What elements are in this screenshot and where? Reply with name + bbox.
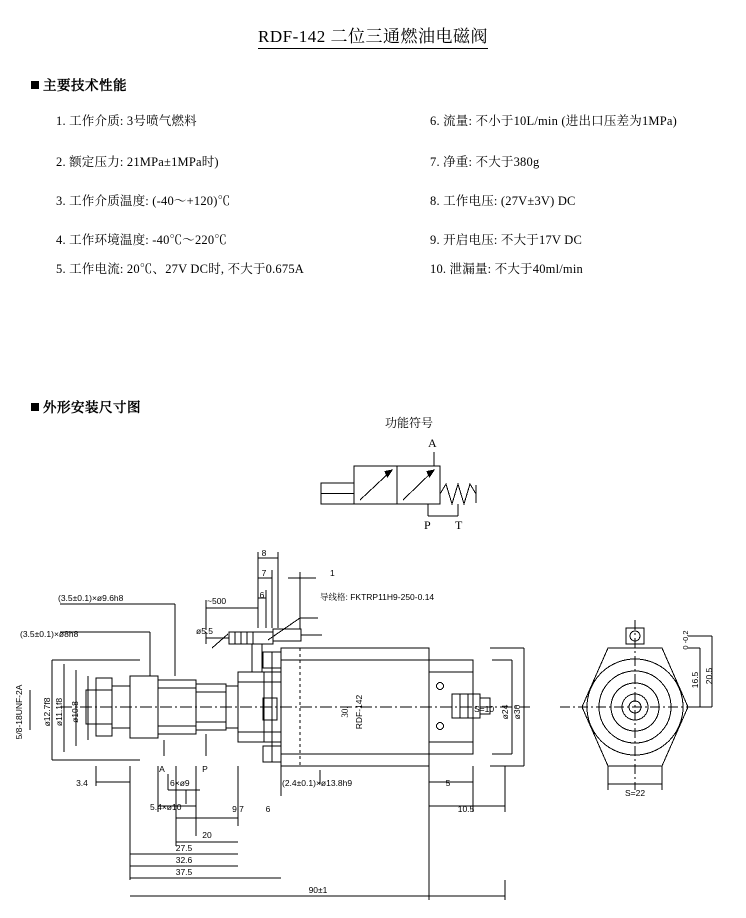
callout-8h8: (3.5±0.1)×ø8h8: [20, 629, 79, 639]
schematic-caption: 功能符号: [385, 416, 434, 430]
dim-3-4: 3.4: [76, 778, 88, 788]
callout-5-4xd10: 5.4×ø10: [150, 802, 182, 812]
dim-7: 7: [261, 568, 267, 578]
callout-9-6h8: (3.5±0.1)×ø9.6h8: [58, 593, 124, 603]
dim-6-top: 6: [259, 590, 265, 600]
dim-6-bottom: 6: [265, 804, 271, 814]
bolt-hole: [437, 723, 444, 730]
wire-note: 导线格: FKTRP11H9-250-0.14: [320, 592, 435, 602]
dim-32-6: 32.6: [175, 855, 193, 865]
dim-heading-text: 外形安装尺寸图: [43, 400, 141, 415]
body-text-2: RDF-142: [354, 694, 364, 730]
body-text-1: 30.: [340, 706, 350, 718]
dim-9-7: 9.7: [232, 804, 244, 814]
spec-heading-text: 主要技术性能: [43, 78, 127, 93]
dim-5: 5: [445, 778, 451, 788]
callout-20-5: 20.5: [704, 667, 714, 685]
dim-20: 20: [202, 830, 212, 840]
callout-6xd9: 6×ø9: [170, 778, 190, 788]
spec-left-2: 2. 额定压力: 21MPa±1MPa时): [56, 155, 219, 169]
dim-90: 90±1: [308, 885, 328, 895]
dim-37-5: 37.5: [175, 867, 193, 877]
callout-s22: S=22: [624, 788, 646, 798]
spec-right-2: 7. 净重: 不大于380g: [430, 155, 540, 169]
wire-length-label: ~500: [207, 596, 227, 606]
callout-thread: 5/8-18UNF-2A: [14, 684, 24, 740]
spec-left-1: 1. 工作介质: 3号喷气燃料: [56, 114, 197, 128]
spec-left-4: 4. 工作环境温度: -40℃～220℃: [56, 233, 228, 247]
port-label-a: A: [159, 764, 165, 774]
callout-12-7f8: ø12.7f8: [42, 697, 52, 727]
callout-s10: S=10: [474, 704, 495, 714]
drawing-labels: [14, 548, 714, 895]
bolt-hole: [437, 683, 444, 690]
dim-1: 1: [330, 568, 335, 578]
dim-10-5: 10.5: [457, 804, 475, 814]
page-title-text: RDF-142 二位三通燃油电磁阀: [258, 27, 488, 49]
callout-10-8: ø10.8: [70, 701, 80, 723]
callout-5-5: ø5.5: [196, 626, 214, 636]
schematic-port-p-label: P: [424, 518, 431, 532]
spec-right-4: 9. 开启电压: 不大于17V DC: [430, 233, 582, 247]
wire-sleeve: [273, 629, 301, 641]
callout-d24: ø24: [500, 704, 510, 720]
connector-block: [229, 632, 273, 644]
spec-left-3: 3. 工作介质温度: (-40～+120)℃: [56, 194, 231, 208]
callout-13-8h9: (2.4±0.1)×ø13.8h9: [282, 778, 353, 788]
spec-right-5: 10. 泄漏量: 不大于40ml/min: [430, 262, 583, 276]
spec-right-3: 8. 工作电压: (27V±3V) DC: [430, 194, 576, 208]
schematic-port-a-label: A: [428, 436, 437, 450]
port-label-p: P: [202, 764, 208, 774]
callout-d30: ø30: [512, 704, 522, 720]
dim-8: 8: [261, 548, 267, 558]
spec-right-1: 6. 流量: 不小于10L/min (进出口压差为1MPa): [430, 114, 677, 128]
callout-11-1f8: ø11.1f8: [54, 697, 64, 727]
schematic-port-t-label: T: [455, 518, 463, 532]
callout-tolerance: 0 -0.2: [681, 630, 690, 650]
callout-16-5: 16.5: [690, 671, 700, 689]
dim-27-5: 27.5: [175, 843, 193, 853]
spec-left-5: 5. 工作电流: 20℃、27V DC时, 不大于0.675A: [56, 262, 304, 276]
